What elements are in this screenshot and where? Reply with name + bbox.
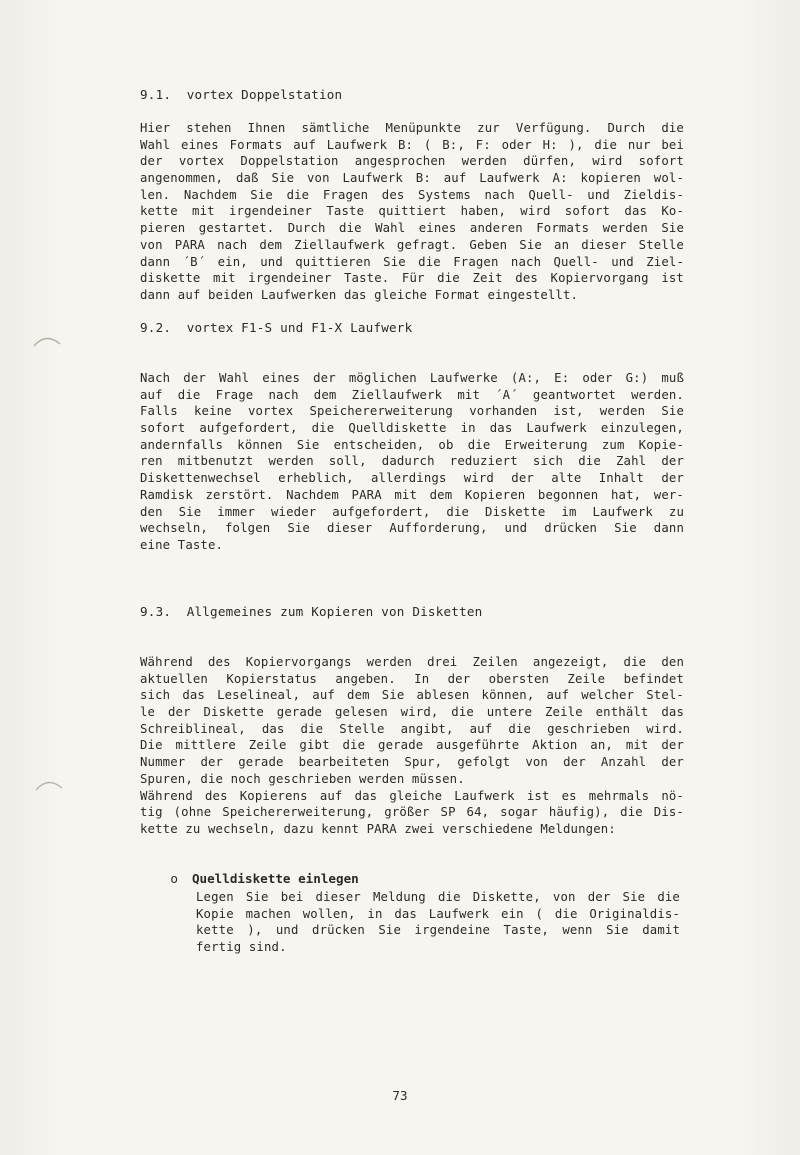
text-line: dann auf beiden Laufwerken das gleiche Format eingestellt. [140, 287, 579, 302]
text-line: kette zu wechseln, dazu kennt PARA zwei verschiedene Meldungen: [140, 821, 616, 836]
text-line: ren mitbenutzt werden soll, dadurch reduziert sich die Zahl der [140, 454, 684, 469]
section-body-9-2 [140, 370, 684, 554]
hole-punch-mark-upper [32, 332, 62, 350]
text-line: Während des Kopiervorgangs werden drei Zeilen angezeigt, die den [140, 655, 684, 669]
text-line: angenommen, daß Sie von Laufwerk B: auf Laufwerk A: kopieren wol- [140, 171, 684, 186]
section-body-9-3 [140, 654, 684, 838]
bullet-title: Quelldiskette einlegen [191, 871, 359, 886]
text-line: pieren gestartet. Durch die Wahl eines anderen Formats werden Sie [140, 221, 684, 236]
page-number: 73 [392, 1088, 408, 1103]
section-body-9-1 [140, 120, 684, 304]
text-line: tig (ohne Speichererweiterung, größer SP 64, sogar häufig), die Dis- [140, 805, 684, 820]
text-line: Nummer der gerade bearbeiteten Spur, gefolgt von der Anzahl der [140, 755, 684, 770]
text-line: von PARA nach dem Ziellaufwerk gefragt. Geben Sie an dieser Stelle [140, 237, 684, 252]
text-line: andernfalls können Sie entscheiden, ob die Erweiterung zum Kopie- [140, 437, 684, 452]
text-line: eine Taste. [140, 537, 224, 552]
text-line: kette ), und drücken Sie irgendeine Taste, wenn Sie damit [196, 923, 680, 938]
text-line: den Sie immer wieder aufgefordert, die Diskette im Laufwerk zu [140, 504, 684, 519]
text-line: len. Nachdem Sie die Fragen des Systems nach Quell- und Zieldis- [140, 187, 684, 202]
text-line: aktuellen Kopierstatus angeben. In der obersten Zeile befindet [140, 671, 684, 686]
section-heading-9-1: 9.1. vortex Doppelstation [140, 87, 343, 102]
section-heading-9-2: 9.2. vortex F1-S und F1-X Laufwerk [140, 320, 413, 335]
text-line: Die mittlere Zeile gibt die gerade ausgeführte Aktion an, mit der [140, 738, 684, 753]
text-line: sofort aufgefordert, die Quelldiskette in das Laufwerk einzulegen, [140, 421, 684, 436]
text-line: Während des Kopierens auf das gleiche Laufwerk ist es mehrmals nö- [140, 788, 684, 803]
text-line: Diskettenwechsel erheblich, allerdings wird der alte Inhalt der [140, 471, 684, 486]
text-line: Ramdisk zerstört. Nachdem PARA mit dem Kopieren begonnen hat, wer- [140, 487, 684, 502]
text-line: Legen Sie bei dieser Meldung die Diskette, von der Sie die [196, 890, 680, 904]
text-line: Schreiblineal, das die Stelle angibt, auf die geschrieben wird. [140, 721, 684, 736]
text-line: Kopie machen wollen, in das Laufwerk ein ( die Originaldis- [196, 906, 680, 921]
text-line: le der Diskette gerade gelesen wird, die untere Zeile enthält das [140, 705, 684, 720]
bullet-marker: o [170, 871, 178, 886]
text-line: Wahl eines Formats auf Laufwerk B: ( B:, F: oder H: ), die nur bei [140, 137, 684, 152]
text-line: wechseln, folgen Sie dieser Aufforderung, und drücken Sie dann [140, 521, 684, 536]
section-heading-9-3: 9.3. Allgemeines zum Kopieren von Disketten [140, 604, 483, 619]
text-line: Hier stehen Ihnen sämtliche Menüpunkte zur Verfügung. Durch die [140, 121, 684, 135]
text-line: sich das Leselineal, auf dem Sie ablesen können, auf welcher Stel- [140, 688, 684, 703]
text-line: kette mit irgendeiner Taste quittiert haben, wird sofort das Ko- [140, 204, 684, 219]
text-line: dann ´B´ ein, und quittieren Sie die Fragen nach Quell- und Ziel- [140, 254, 684, 269]
hole-punch-mark-lower [34, 776, 64, 794]
text-line: Spuren, die noch geschrieben werden müssen. [140, 771, 465, 786]
bullet-body [196, 889, 680, 956]
text-line: Falls keine vortex Speichererweiterung vorhanden ist, werden Sie [140, 404, 684, 419]
text-line: Nach der Wahl eines der möglichen Laufwerke (A:, E: oder G:) muß [140, 371, 684, 385]
text-line: auf die Frage nach dem Ziellaufwerk mit ´A´ geantwortet werden. [140, 387, 684, 402]
text-line: fertig sind. [196, 940, 287, 955]
text-line: diskette mit irgendeiner Taste. Für die Zeit des Kopiervorgang ist [140, 271, 684, 286]
text-line: der vortex Doppelstation angesprochen werden dürfen, wird sofort [140, 154, 684, 169]
